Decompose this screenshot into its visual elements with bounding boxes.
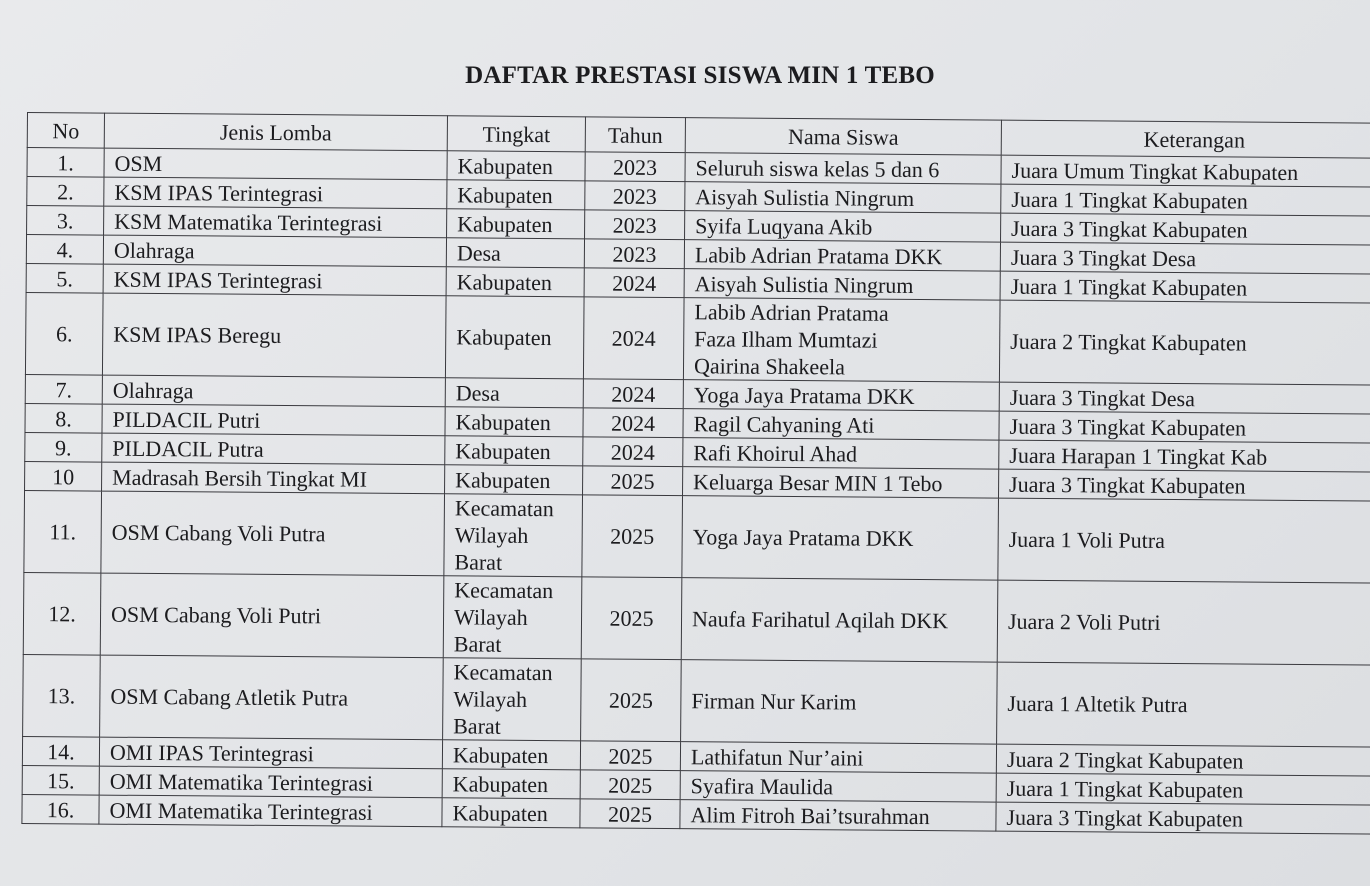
cell-tingkat: Kabupaten <box>445 296 584 379</box>
cell-tingkat <box>444 494 583 577</box>
cell-tahun: 2025 <box>580 770 680 800</box>
cell-tahun: 2025 <box>583 466 683 496</box>
cell-tingkat: Kabupaten <box>442 798 580 828</box>
cell-no: 12. <box>23 572 101 655</box>
cell-nama-siswa: Yoga Jaya Pratama DKK <box>683 380 999 411</box>
tingkat-line: Barat <box>453 631 502 657</box>
cell-tahun: 2025 <box>581 659 682 742</box>
cell-nama-siswa: Rafi Khoirul Ahad <box>683 438 999 469</box>
header-no: No <box>27 113 104 149</box>
tingkat-line: Wilayah <box>454 522 529 548</box>
cell-nama-siswa: Seluruh siswa kelas 5 dan 6 <box>685 153 1001 184</box>
cell-keterangan: Juara 2 Tingkat Kabupaten <box>996 744 1370 776</box>
cell-nama-siswa: Labib Adrian Pratama DKK <box>684 240 1000 271</box>
cell-tingkat: Desa <box>446 238 584 268</box>
cell-nama-siswa <box>683 298 1000 382</box>
cell-keterangan: Juara Harapan 1 Tingkat Kab <box>999 440 1370 472</box>
cell-jenis-lomba: PILDACIL Putri <box>102 404 445 436</box>
cell-nama-siswa: Lathifatun Nur’aini <box>680 742 996 773</box>
tingkat-line: Kecamatan <box>454 495 554 522</box>
cell-tahun: 2024 <box>583 297 684 380</box>
cell-tingkat <box>443 658 582 741</box>
cell-nama-siswa: Syafira Maulida <box>680 771 996 802</box>
cell-tahun: 2025 <box>580 799 680 829</box>
cell-jenis-lomba: KSM Matematika Terintegrasi <box>104 206 447 238</box>
cell-tahun: 2023 <box>585 181 685 211</box>
cell-jenis-lomba: OSM <box>104 148 447 180</box>
cell-no: 8. <box>25 403 102 433</box>
cell-jenis-lomba: KSM IPAS Terintegrasi <box>104 177 447 209</box>
cell-tingkat: Kabupaten <box>445 436 583 466</box>
cell-jenis-lomba: OMI Matematika Terintegrasi <box>99 795 442 827</box>
header-jenis-lomba: Jenis Lomba <box>104 113 447 151</box>
table-row <box>25 292 1370 385</box>
cell-nama-siswa: Firman Nur Karim <box>681 660 998 744</box>
cell-tingkat: Kabupaten <box>442 769 580 799</box>
tingkat-line: Barat <box>453 713 501 739</box>
cell-nama-siswa: Keluarga Besar MIN 1 Tebo <box>683 467 999 498</box>
student-name-line: Labib Adrian Pratama <box>694 299 889 326</box>
table-row <box>24 490 1370 583</box>
cell-keterangan: Juara 1 Tingkat Kabupaten <box>996 773 1370 805</box>
cell-no: 10 <box>25 461 102 491</box>
cell-keterangan: Juara 1 Altetik Putra <box>997 662 1370 747</box>
cell-jenis-lomba: KSM IPAS Beregu <box>102 293 446 378</box>
cell-keterangan: Juara 3 Tingkat Desa <box>1000 242 1370 274</box>
cell-tingkat <box>443 576 582 659</box>
document-title: DAFTAR PRESTASI SISWA MIN 1 TEBO <box>465 62 935 89</box>
cell-no: 3. <box>27 206 104 236</box>
cell-tahun: 2024 <box>583 379 683 409</box>
cell-jenis-lomba: OMI IPAS Terintegrasi <box>99 737 442 769</box>
cell-no: 4. <box>26 235 103 265</box>
student-name-line: Faza Ilham Mumtazi <box>694 326 878 353</box>
cell-tahun: 2024 <box>583 437 683 467</box>
cell-nama-siswa: Yoga Jaya Pratama DKK <box>682 496 999 580</box>
cell-keterangan: Juara 3 Tingkat Desa <box>999 382 1370 414</box>
tingkat-line: Barat <box>454 549 503 575</box>
tingkat-line: Wilayah <box>453 604 528 630</box>
header-nama-siswa: Nama Siswa <box>685 118 1001 155</box>
cell-keterangan: Juara 2 Voli Putri <box>997 580 1370 665</box>
header-tingkat: Tingkat <box>447 116 585 152</box>
cell-no: 9. <box>25 432 102 462</box>
cell-tahun: 2025 <box>580 741 680 771</box>
cell-tahun: 2025 <box>581 577 682 660</box>
cell-keterangan: Juara 3 Tingkat Kabupaten <box>998 469 1370 501</box>
cell-keterangan: Juara 1 Voli Putra <box>998 498 1370 583</box>
cell-tahun: 2023 <box>585 152 685 182</box>
achievement-table <box>21 112 1370 835</box>
tingkat-line: Kecamatan <box>454 577 554 604</box>
table-row <box>23 572 1370 665</box>
cell-no: 2. <box>27 177 104 207</box>
cell-no: 14. <box>22 736 99 766</box>
cell-nama-siswa: Alim Fitroh Bai’tsurahman <box>680 800 996 831</box>
cell-jenis-lomba: OSM Cabang Voli Putri <box>100 573 444 658</box>
cell-nama-siswa: Syifa Luqyana Akib <box>685 211 1001 242</box>
cell-no: 16. <box>22 794 99 824</box>
cell-jenis-lomba: Olahraga <box>103 235 446 267</box>
cell-no: 1. <box>27 148 104 178</box>
header-tahun: Tahun <box>585 117 685 153</box>
student-name-line: Qairina Shakeela <box>693 353 845 380</box>
cell-no: 13. <box>23 654 101 737</box>
cell-tingkat: Kabupaten <box>446 267 584 297</box>
cell-nama-siswa: Ragil Cahyaning Ati <box>683 409 999 440</box>
cell-keterangan: Juara 1 Tingkat Kabupaten <box>1000 271 1370 303</box>
cell-keterangan: Juara 3 Tingkat Kabupaten <box>1001 213 1370 245</box>
cell-jenis-lomba: OSM Cabang Voli Putra <box>101 491 445 576</box>
cell-keterangan: Juara 3 Tingkat Kabupaten <box>996 802 1370 834</box>
cell-keterangan: Juara Umum Tingkat Kabupaten <box>1001 155 1370 187</box>
cell-no: 6. <box>25 292 103 375</box>
cell-keterangan: Juara 2 Tingkat Kabupaten <box>999 300 1370 385</box>
cell-jenis-lomba: PILDACIL Putra <box>102 433 445 465</box>
cell-tingkat: Kabupaten <box>445 465 583 495</box>
cell-no: 7. <box>25 374 102 404</box>
cell-keterangan: Juara 1 Tingkat Kabupaten <box>1001 184 1370 216</box>
cell-tahun: 2023 <box>585 210 685 240</box>
cell-tahun: 2024 <box>584 268 684 298</box>
table-row <box>23 654 1370 747</box>
cell-nama-siswa: Naufa Farihatul Aqilah DKK <box>681 578 998 662</box>
cell-tahun: 2024 <box>583 408 683 438</box>
cell-nama-siswa: Aisyah Sulistia Ningrum <box>685 182 1001 213</box>
tingkat-line: Kecamatan <box>453 659 553 686</box>
tingkat-line: Wilayah <box>453 686 528 712</box>
cell-nama-siswa: Aisyah Sulistia Ningrum <box>684 269 1000 300</box>
cell-jenis-lomba: KSM IPAS Terintegrasi <box>103 264 446 296</box>
header-keterangan: Keterangan <box>1001 120 1370 158</box>
cell-jenis-lomba: OMI Matematika Terintegrasi <box>99 766 442 798</box>
cell-tingkat: Kabupaten <box>447 180 585 210</box>
cell-tingkat: Kabupaten <box>447 209 585 239</box>
cell-jenis-lomba: Madrasah Bersih Tingkat MI <box>102 462 445 494</box>
cell-tingkat: Kabupaten <box>442 740 580 770</box>
cell-tingkat: Kabupaten <box>447 151 585 181</box>
cell-tahun: 2025 <box>582 495 683 578</box>
cell-tingkat: Desa <box>445 378 583 408</box>
cell-no: 15. <box>22 765 99 795</box>
cell-tingkat: Kabupaten <box>445 407 583 437</box>
cell-tahun: 2023 <box>584 239 684 269</box>
cell-jenis-lomba: OSM Cabang Atletik Putra <box>100 655 444 740</box>
cell-no: 11. <box>24 490 102 573</box>
cell-no: 5. <box>26 263 103 293</box>
cell-jenis-lomba: Olahraga <box>102 375 445 407</box>
cell-keterangan: Juara 3 Tingkat Kabupaten <box>999 411 1370 443</box>
